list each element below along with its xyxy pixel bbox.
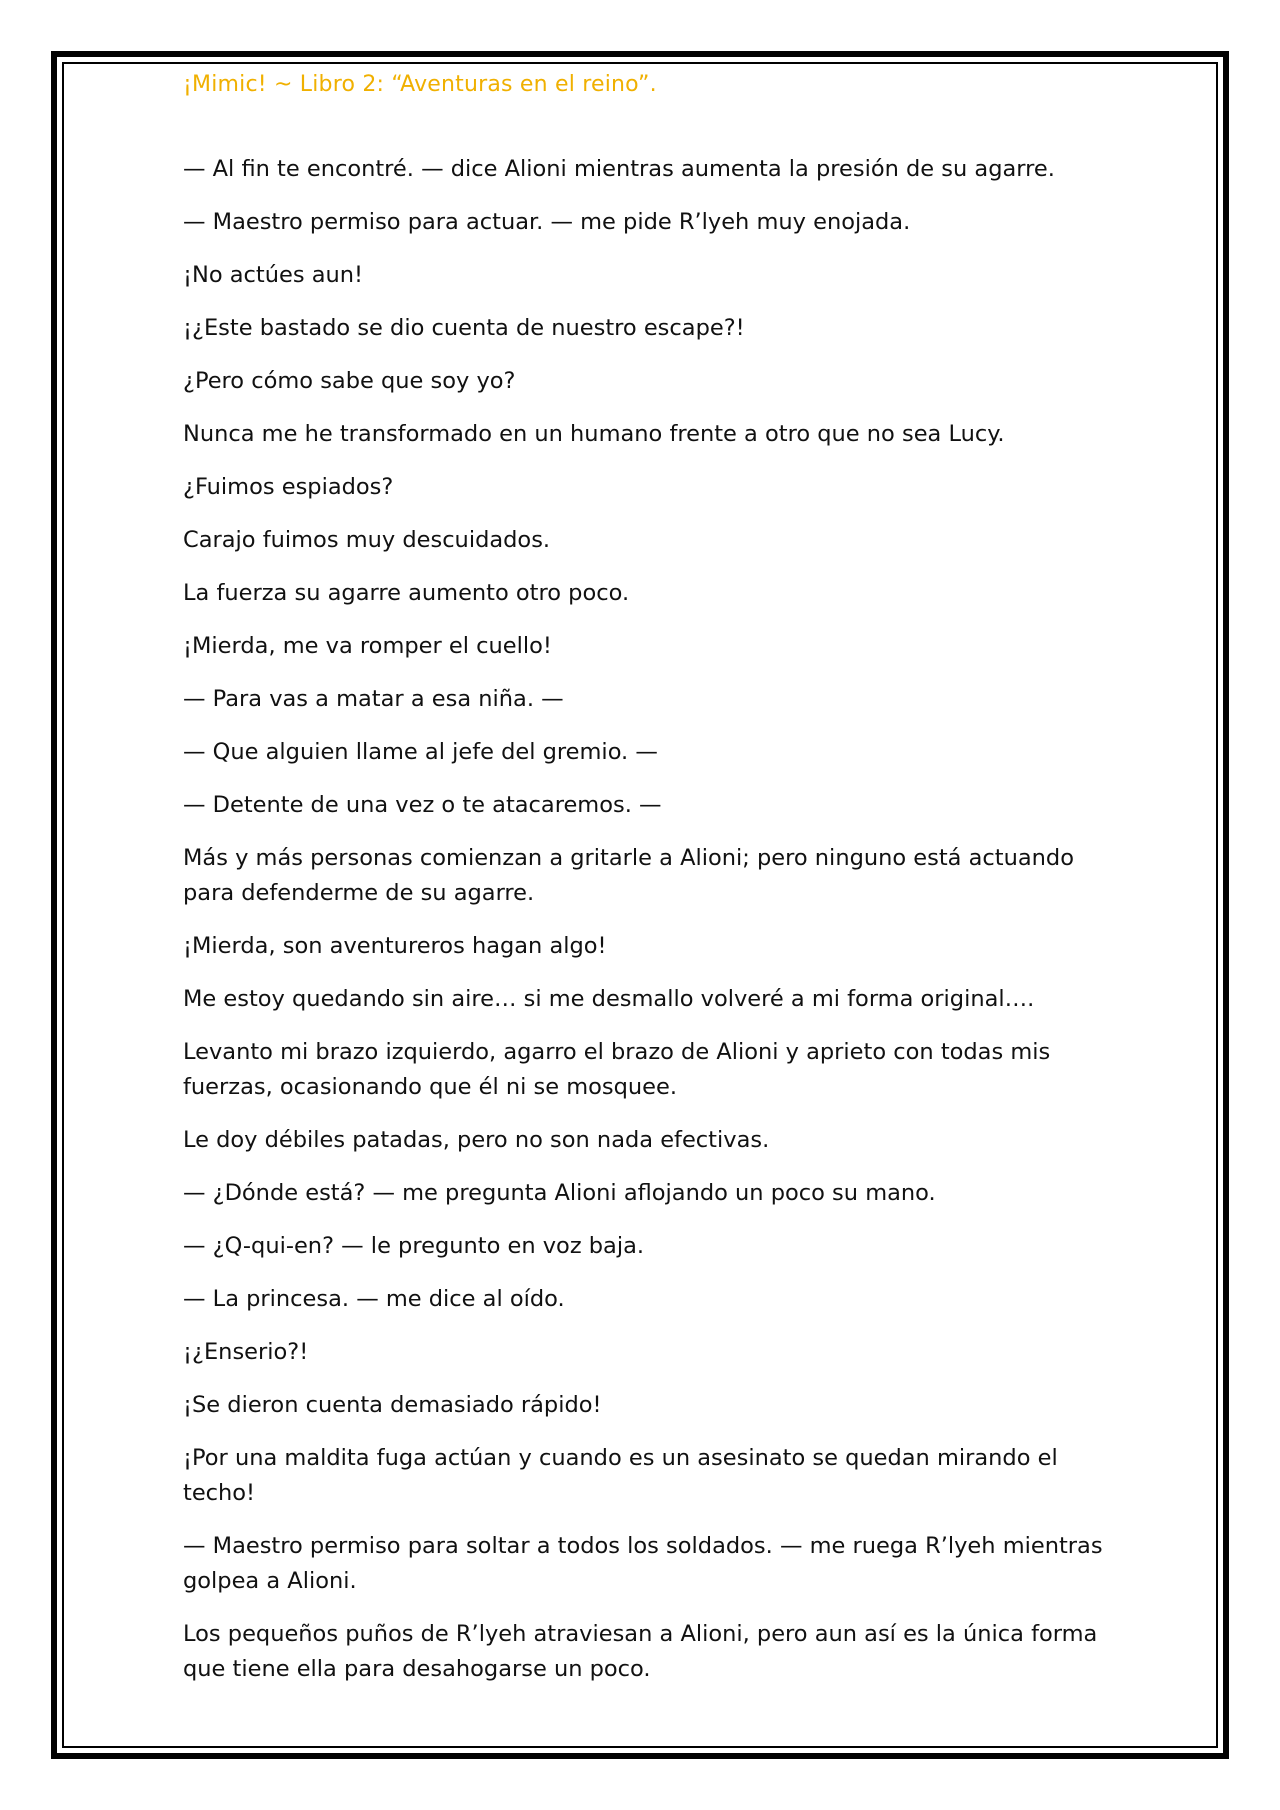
running-header: ¡Mimic! ~ Libro 2: “Aventuras en el reino”.	[183, 72, 657, 97]
paragraph: Me estoy quedando sin aire… si me desmallo volveré a mi forma original….	[183, 986, 1035, 1012]
paragraph: — ¿Dónde está? — me pregunta Alioni aflojando un poco su mano.	[183, 1180, 936, 1206]
paragraph: Los pequeños puños de R’lyeh atraviesan a Alioni, pero aun así es la única forma que tiene ella para desahogarse un poco.	[183, 1621, 1098, 1682]
paragraph: Más y más personas comienzan a gritarle a Alioni; pero ninguno está actuando para defenderme de su agarre.	[183, 845, 1074, 906]
paragraph: — Al fin te encontré. — dice Alioni mientras aumenta la presión de su agarre.	[183, 156, 1055, 182]
paragraph: Nunca me he transformado en un humano frente a otro que no sea Lucy.	[183, 421, 1005, 447]
paragraph: ¡No actúes aun!	[183, 262, 364, 288]
paragraph: — Detente de una vez o te atacaremos. —	[183, 792, 662, 818]
paragraph: ¿Fuimos espiados?	[183, 474, 394, 500]
paragraph: — Para vas a matar a esa niña. —	[183, 686, 564, 712]
paragraph: La fuerza su agarre aumento otro poco.	[183, 580, 630, 606]
paragraph: Le doy débiles patadas, pero no son nada efectivas.	[183, 1127, 770, 1153]
paragraph: ¡Por una maldita fuga actúan y cuando es un asesinato se quedan mirando el techo!	[183, 1445, 1058, 1506]
body-text	[183, 152, 1103, 1705]
paragraph: ¡Mierda, me va romper el cuello!	[183, 633, 552, 659]
paragraph: ¡¿Este bastado se dio cuenta de nuestro escape?!	[183, 315, 745, 341]
paragraph: Carajo fuimos muy descuidados.	[183, 527, 551, 553]
paragraph: ¡Se dieron cuenta demasiado rápido!	[183, 1392, 602, 1418]
paragraph: — La princesa. — me dice al oído.	[183, 1286, 565, 1312]
paragraph: — ¿Q-qui-en? — le pregunto en voz baja.	[183, 1233, 645, 1259]
paragraph: Levanto mi brazo izquierdo, agarro el brazo de Alioni y aprieto con todas mis fuerzas, ocasionando que él ni se mosquee.	[183, 1039, 1051, 1100]
paragraph: ¡¿Enserio?!	[183, 1339, 309, 1365]
paragraph: ¡Mierda, son aventureros hagan algo!	[183, 933, 607, 959]
paragraph: — Maestro permiso para soltar a todos los soldados. — me ruega R’lyeh mientras golpea a Alioni.	[183, 1533, 1103, 1594]
paragraph: ¿Pero cómo sabe que soy yo?	[183, 368, 516, 394]
paragraph: — Que alguien llame al jefe del gremio. —	[183, 739, 658, 765]
paragraph: — Maestro permiso para actuar. — me pide R’lyeh muy enojada.	[183, 209, 911, 235]
